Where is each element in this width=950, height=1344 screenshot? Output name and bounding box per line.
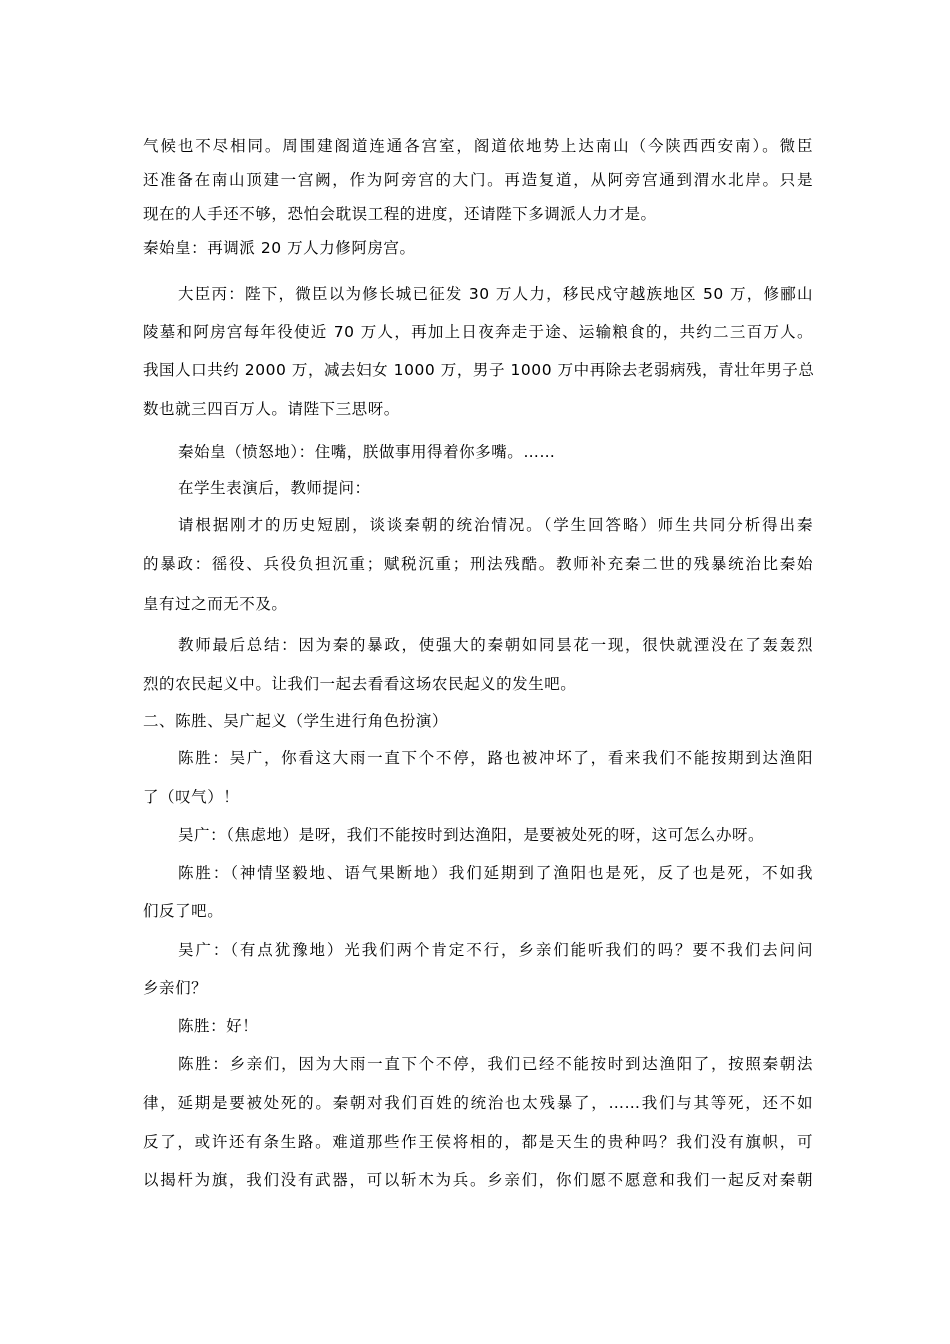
text-line: 的暴政：徭役、兵役负担沉重；赋税沉重；刑法残酷。教师补充秦二世的残暴统治比秦始	[143, 555, 813, 573]
text-line: 教师最后总结：因为秦的暴政，使强大的秦朝如同昙花一现，很快就湮没在了轰轰烈	[178, 636, 813, 654]
text-line: 秦始皇：再调派 20 万人力修阿房宫。	[143, 239, 416, 257]
text-line: 现在的人手还不够，恐怕会耽误工程的进度，还请陛下多调派人力才是。	[143, 205, 657, 223]
text-line: 气候也不尽相同。周围建阁道连通各宫室，阁道依地势上达南山（今陕西西安南）。微臣	[143, 137, 813, 155]
text-line: 皇有过之而无不及。	[143, 595, 288, 613]
text-line: 陈胜：好！	[178, 1017, 259, 1035]
text-line: 数也就三四百万人。请陛下三思呀。	[143, 400, 400, 418]
text-line: 陵墓和阿房宫每年役使近 70 万人，再加上日夜奔走于途、运输粮食的，共约二三百万人。	[143, 323, 813, 341]
text-line: 们反了吧。	[143, 902, 224, 920]
text-line: 陈胜：吴广，你看这大雨一直下个不停，路也被冲坏了，看来我们不能按期到达渔阳	[178, 749, 813, 767]
text-line: 律，延期是要被处死的。秦朝对我们百姓的统治也太残暴了，……我们与其等死，还不如	[143, 1094, 813, 1112]
text-line: 吴广：（有点犹豫地）光我们两个肯定不行，乡亲们能听我们的吗？要不我们去问问	[178, 941, 813, 959]
text-line: 大臣丙：陛下，微臣以为修长城已征发 30 万人力，移民戍守越族地区 50 万，修郦山	[178, 285, 813, 303]
text-line: 了（叹气）！	[143, 788, 240, 806]
text-line: 以揭杆为旗，我们没有武器，可以斩木为兵。乡亲们，你们愿不愿意和我们一起反对秦朝	[143, 1171, 813, 1189]
text-line: 陈胜：（神情坚毅地、语气果断地）我们延期到了渔阳也是死，反了也是死，不如我	[178, 864, 813, 882]
text-line: 吴广：（焦虑地）是呀，我们不能按时到达渔阳，是要被处死的呀，这可怎么办呀。	[178, 826, 765, 844]
text-line: 陈胜：乡亲们，因为大雨一直下个不停，我们已经不能按时到达渔阳了，按照秦朝法	[178, 1055, 813, 1073]
text-line: 反了，或许还有条生路。难道那些作王侯将相的，都是天生的贵种吗？我们没有旗帜，可	[143, 1133, 813, 1151]
text-line: 请根据刚才的历史短剧，谈谈秦朝的统治情况。（学生回答略）师生共同分析得出秦	[178, 516, 813, 534]
section-heading: 二、陈胜、吴广起义（学生进行角色扮演）	[143, 712, 448, 730]
text-line: 在学生表演后，教师提问：	[178, 479, 371, 497]
text-line: 我国人口共约 2000 万，减去妇女 1000 万，男子 1000 万中再除去老弱病残，青壮年男子总	[143, 361, 815, 379]
text-line: 还准备在南山顶建一宫阙，作为阿旁宫的大门。再造复道，从阿旁宫通到渭水北岸。只是	[143, 171, 813, 189]
text-line: 烈的农民起义中。让我们一起去看看这场农民起义的发生吧。	[143, 675, 577, 693]
text-line: 乡亲们？	[143, 979, 208, 997]
text-line: 秦始皇（愤怒地）：住嘴，朕做事用得着你多嘴。……	[178, 443, 556, 461]
